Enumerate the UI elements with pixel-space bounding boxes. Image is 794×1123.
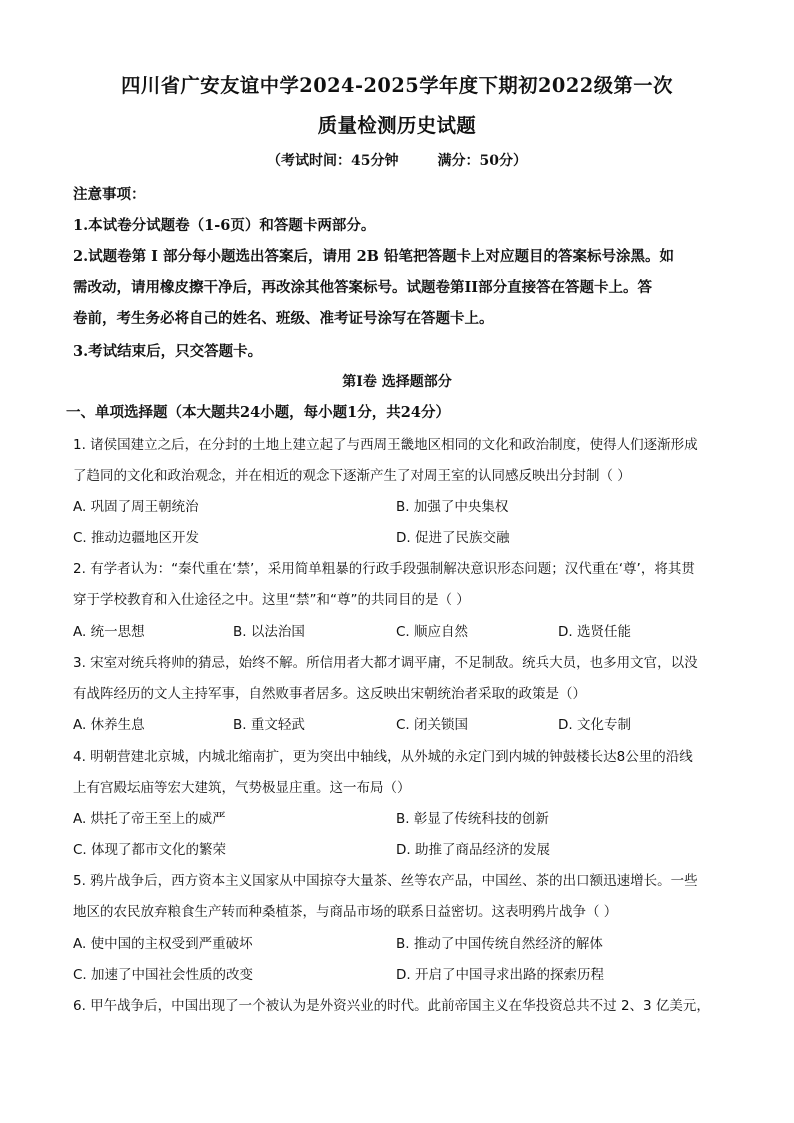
question-6-line1: 6. 甲午战争后，中国出现了一个被认为是外资兴业的时代。此前帝国主义在华投资总共不过 2、3 亿美元， bbox=[73, 998, 710, 1014]
question-2-option-b: B. 以法治国 bbox=[233, 624, 305, 640]
question-2-option-c: C. 顺应自然 bbox=[396, 624, 469, 640]
question-5-option-b: B. 推动了中国传统自然经济的解体 bbox=[396, 936, 603, 952]
exam-title-line1: 四川省广安友谊中学2024-2025学年度下期初2022级第一次 bbox=[121, 74, 673, 97]
exam-time-score: （考试时间：45分钟 满分：50分） bbox=[267, 153, 527, 169]
question-3-option-d: D. 文化专制 bbox=[558, 717, 631, 733]
question-4-option-a: A. 烘托了帝王至上的威严 bbox=[73, 811, 226, 827]
question-3-line1: 3. 宋室对统兵将帅的猜忌，始终不解。所信用者大都才调平庸，不足制敌。统兵大员，也多用文官，以没 bbox=[73, 655, 698, 671]
question-4-option-d: D. 助推了商品经济的发展 bbox=[396, 842, 550, 858]
question-3-line2: 有战阵经历的文人主持军事，自然败事者居多。这反映出宋朝统治者采取的政策是（） bbox=[73, 686, 586, 702]
notes-heading: 注意事项： bbox=[73, 186, 146, 203]
part1-heading: 第Ⅰ卷 选择题部分 bbox=[342, 374, 452, 390]
exam-title-line2: 质量检测历史试题 bbox=[317, 114, 477, 137]
note-3: 3.考试结束后，只交答题卡。 bbox=[73, 343, 263, 360]
question-5-option-c: C. 加速了中国社会性质的改变 bbox=[73, 967, 254, 983]
section1-heading: 一、单项选择题（本大题共24小题，每小题1分，共24分） bbox=[66, 404, 450, 421]
question-4-line1: 4. 明朝营建北京城，内城北缩南扩，更为突出中轴线，从外城的永定门到内城的钟鼓楼长达8公里的沿线 bbox=[73, 749, 693, 765]
question-2-option-a: A. 统一思想 bbox=[73, 624, 145, 640]
question-1-option-d: D. 促进了民族交融 bbox=[396, 530, 510, 546]
question-4-line2: 上有宫殿坛庙等宏大建筑，气势极显庄重。这一布局（） bbox=[73, 780, 411, 796]
question-4-option-b: B. 彰显了传统科技的创新 bbox=[396, 811, 549, 827]
question-2-line1: 2. 有学者认为：“秦代重在‘禁’，采用简单粗暴的行政手段强制解决意识形态问题；汉代重在‘尊’，将其贯 bbox=[73, 561, 695, 577]
question-5-line1: 5. 鸦片战争后，西方资本主义国家从中国掠夺大量茶、丝等农产品，中国丝、茶的出口额迅速增长。一些 bbox=[73, 873, 698, 889]
question-5-option-d: D. 开启了中国寻求出路的探索历程 bbox=[396, 967, 604, 983]
note-2-line3: 卷前，考生务必将自己的姓名、班级、准考证号涂写在答题卡上。 bbox=[73, 310, 494, 327]
question-1-option-c: C. 推动边疆地区开发 bbox=[73, 530, 200, 546]
question-1-option-a: A. 巩固了周王朝统治 bbox=[73, 499, 199, 515]
question-5-option-a: A. 使中国的主权受到严重破坏 bbox=[73, 936, 253, 952]
question-4-option-c: C. 体现了都市文化的繁荣 bbox=[73, 842, 227, 858]
question-2-line2: 穿于学校教育和入仕途径之中。这里“禁”和“尊”的共同目的是（ ） bbox=[73, 592, 470, 608]
question-1-line1: 1. 诸侯国建立之后，在分封的土地上建立起了与西周王畿地区相同的文化和政治制度，使得人们逐渐形成 bbox=[73, 437, 698, 453]
question-5-line2: 地区的农民放弃粮食生产转而种桑植茶，与商品市场的联系日益密切。这表明鸦片战争（ ） bbox=[73, 904, 618, 920]
question-1-line2: 了趋同的文化和政治观念，并在相近的观念下逐渐产生了对周王室的认同感反映出分封制（ ） bbox=[73, 468, 631, 484]
question-3-option-b: B. 重文轻武 bbox=[233, 717, 305, 733]
question-3-option-a: A. 休养生息 bbox=[73, 717, 145, 733]
question-3-option-c: C. 闭关锁国 bbox=[396, 717, 469, 733]
question-2-option-d: D. 选贤任能 bbox=[558, 624, 631, 640]
note-2-line2: 需改动，请用橡皮擦干净后，再改涂其他答案标号。试题卷第II部分直接答在答题卡上。答 bbox=[73, 279, 653, 296]
note-2-line1: 2.试题卷第 I 部分每小题选出答案后，请用 2B 铅笔把答题卡上对应题目的答案标号涂黑。如 bbox=[73, 248, 674, 265]
question-1-option-b: B. 加强了中央集权 bbox=[396, 499, 509, 515]
note-1: 1.本试卷分试题卷（1-6页）和答题卡两部分。 bbox=[73, 217, 376, 234]
